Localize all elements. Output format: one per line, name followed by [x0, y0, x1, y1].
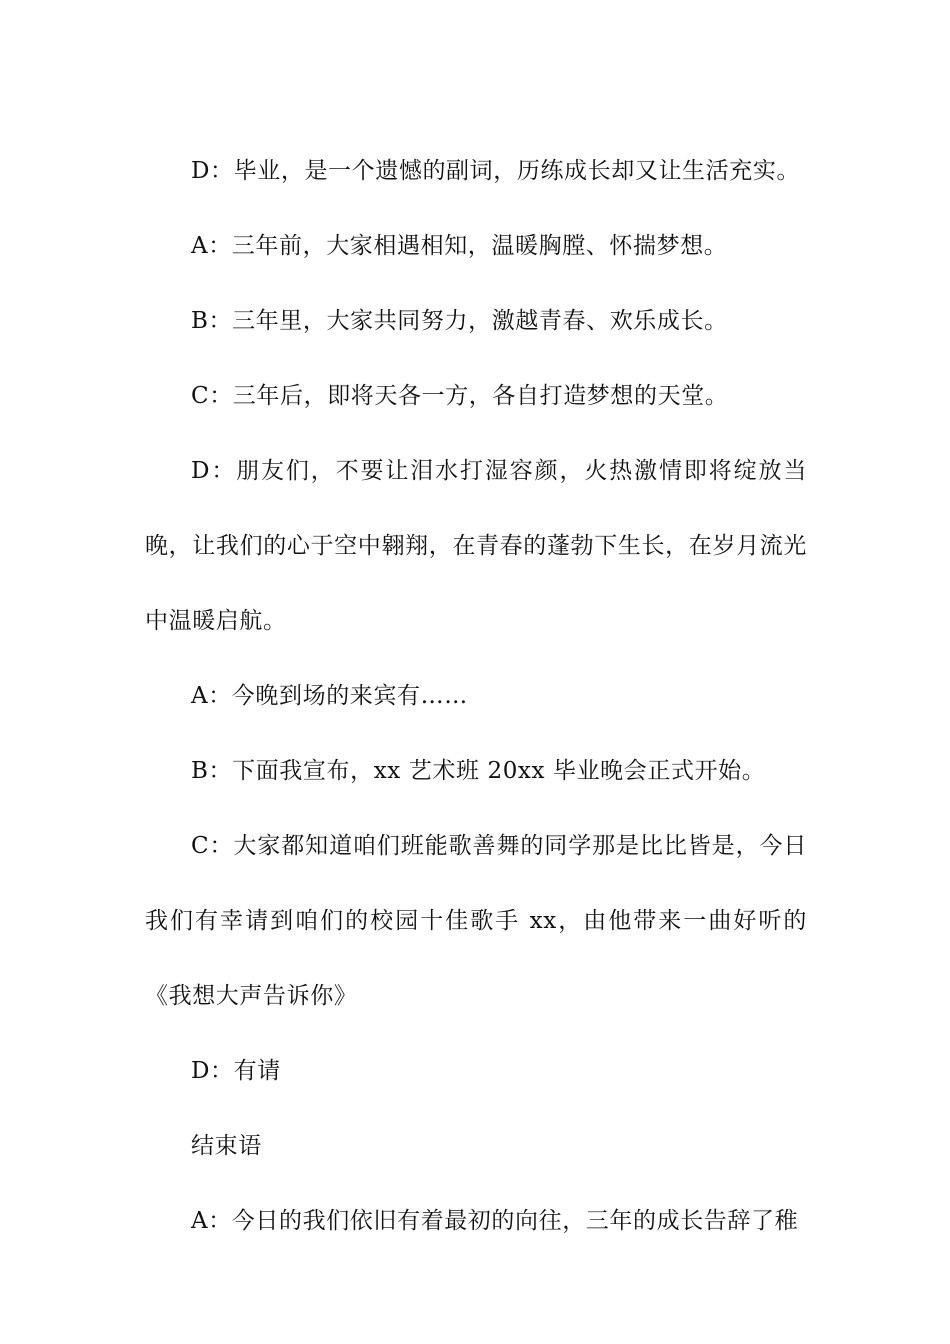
paragraph-2: A：三年前，大家相遇相知，温暖胸膛、怀揣梦想。 — [191, 233, 728, 259]
document-body — [145, 134, 807, 1259]
paragraph-8: C：大家都知道咱们班能歌善舞的同学那是比比皆是，今日我们有幸请到咱们的校园十佳歌手 xx，由他带来一曲好听的《我想大声告诉你》 — [145, 833, 807, 1009]
paragraph-11: A：今日的我们依旧有着最初的向往，三年的成长告辞了稚 — [191, 1208, 799, 1234]
paragraph-6: A：今晚到场的来宾有…… — [191, 683, 468, 709]
paragraph-9: D：有请 — [191, 1058, 281, 1084]
paragraph-5: D：朋友们，不要让泪水打湿容颜，火热激情即将绽放当晚，让我们的心于空中翱翔，在青春的蓬勃下生长，在岁月流光中温暖启航。 — [145, 458, 807, 634]
paragraph-4: C：三年后，即将天各一方，各自打造梦想的天堂。 — [191, 383, 729, 409]
section-heading-closing: 结束语 — [191, 1133, 262, 1159]
paragraph-7: B：下面我宣布，xx 艺术班 20xx 毕业晚会正式开始。 — [191, 758, 766, 784]
paragraph-1: D：毕业，是一个遗憾的副词，历练成长却又让生活充实。 — [191, 158, 801, 184]
paragraph-3: B：三年里，大家共同努力，激越青春、欢乐成长。 — [191, 308, 728, 334]
